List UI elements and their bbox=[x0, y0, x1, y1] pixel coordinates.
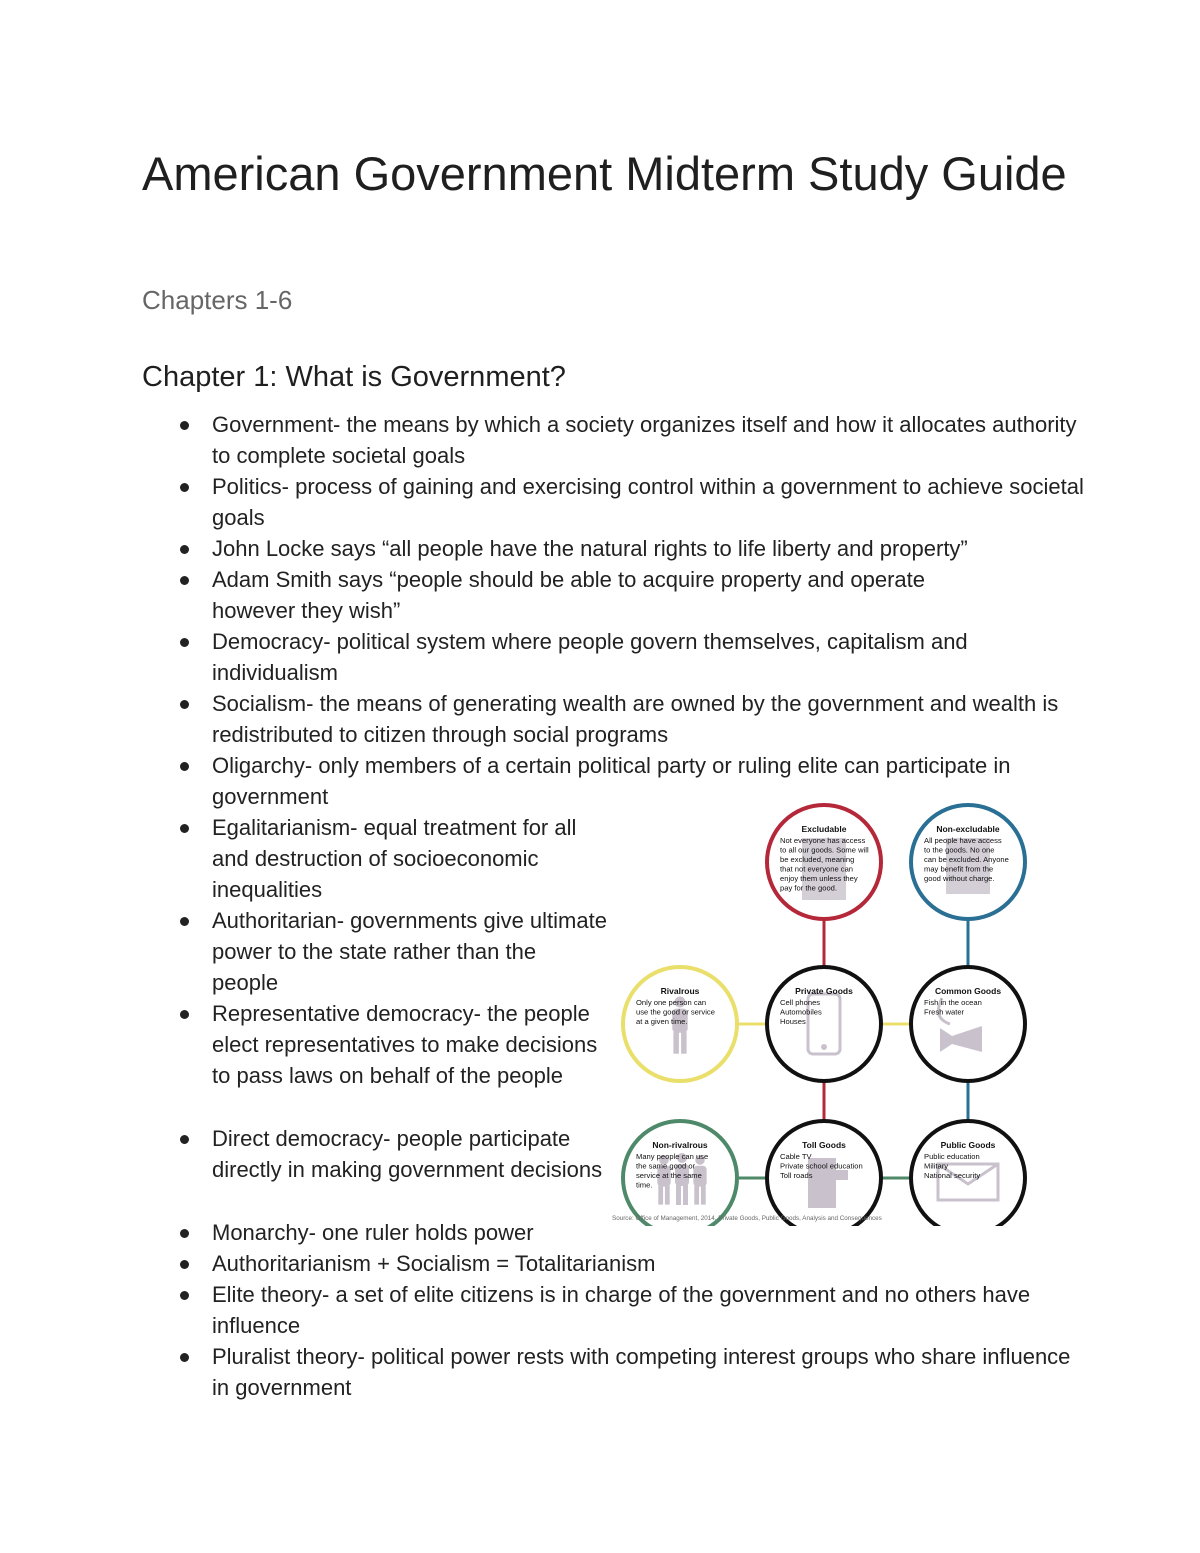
list-item: Authoritarian- governments give ultimate power to the state rather than the people bbox=[212, 905, 607, 998]
list-item: Egalitarianism- equal treatment for all and destruction of socioeconomic inequalities bbox=[212, 812, 607, 905]
list-item: Government- the means by which a society organizes itself and how it allocates authority to complete societal goals bbox=[212, 409, 1092, 471]
list-item: Democracy- political system where people govern themselves, capitalism and individualism bbox=[212, 626, 1042, 688]
phone-icon bbox=[821, 1044, 827, 1050]
diagram-node-text: use the good or service bbox=[636, 1007, 715, 1017]
bullet-dot-icon bbox=[180, 1260, 189, 1269]
bullet-dot-icon bbox=[180, 1291, 189, 1300]
list-item: Authoritarianism + Socialism = Totalitarianism bbox=[212, 1248, 1092, 1279]
diagram-node-text: Many people can use bbox=[636, 1152, 709, 1161]
diagram-node-text: Cell phones bbox=[780, 998, 821, 1007]
diagram-node-title: Excludable bbox=[801, 824, 847, 834]
diagram-node-text: at a given time. bbox=[636, 1017, 688, 1026]
list-item: Pluralist theory- political power rests with competing interest groups who share influence in government bbox=[212, 1341, 1092, 1403]
list-item: Adam Smith says “people should be able to acquire property and operate however they wish” bbox=[212, 564, 1002, 626]
diagram-node-text: Public education bbox=[924, 1152, 980, 1161]
bullet-dot-icon bbox=[180, 1353, 189, 1362]
diagram-node-title: Non-rivalrous bbox=[652, 1140, 708, 1150]
diagram-node-title: Public Goods bbox=[940, 1140, 996, 1150]
bullet-dot-icon bbox=[180, 1135, 189, 1144]
diagram-node-text: Fish in the ocean bbox=[924, 998, 982, 1007]
diagram-node-title: Common Goods bbox=[934, 986, 1002, 996]
bullet-dot-icon bbox=[180, 421, 189, 430]
diagram-node-text: be excluded, meaning bbox=[780, 855, 855, 864]
diagram-node-common-goods bbox=[911, 967, 1025, 1081]
diagram-node-text: Toll roads bbox=[780, 1171, 813, 1180]
list-item: Oligarchy- only members of a certain political party or ruling elite can participate in government bbox=[212, 750, 1092, 812]
goods-classification-diagram bbox=[612, 798, 1040, 1226]
list-item: John Locke says “all people have the natural rights to life liberty and property” bbox=[212, 533, 1092, 564]
diagram-node-text: Houses bbox=[780, 1017, 806, 1026]
diagram-node-title: Private Goods bbox=[795, 986, 853, 996]
diagram-node-text: All people have access bbox=[924, 836, 1002, 845]
diagram-node-text: Fresh water bbox=[924, 1007, 965, 1017]
person-icon bbox=[665, 1186, 670, 1205]
bullet-dot-icon bbox=[180, 700, 189, 709]
bullet-dot-icon bbox=[180, 1229, 189, 1238]
diagram-node-text: enjoy them unless they bbox=[780, 874, 858, 883]
document-title: American Government Midterm Study Guide bbox=[142, 147, 1067, 200]
person-icon bbox=[701, 1186, 706, 1205]
fish-icon bbox=[940, 1026, 982, 1052]
diagram-node-text: Automobiles bbox=[780, 1007, 822, 1017]
diagram-node-text: Military bbox=[924, 1161, 949, 1171]
person-icon bbox=[658, 1186, 663, 1205]
diagram-node-title: Non-excludable bbox=[936, 824, 1000, 834]
diagram-node-text: Not everyone has access bbox=[780, 836, 866, 845]
diagram-node-text: the same good or bbox=[636, 1161, 696, 1171]
bullet-dot-icon bbox=[180, 638, 189, 647]
bullet-dot-icon bbox=[180, 762, 189, 771]
bullet-dot-icon bbox=[180, 917, 189, 926]
diagram-node-text: service at the same bbox=[636, 1171, 702, 1180]
diagram-node-text: may benefit from the bbox=[924, 864, 994, 874]
diagram-node-text: to all our goods. Some will bbox=[780, 845, 869, 855]
diagram-node-text: time. bbox=[636, 1180, 653, 1190]
person-icon bbox=[681, 1032, 687, 1054]
list-item: Elite theory- a set of elite citizens is in charge of the government and no others have influence bbox=[212, 1279, 1092, 1341]
diagram-node-text: can be excluded. Anyone bbox=[924, 855, 1009, 864]
bullet-dot-icon bbox=[180, 545, 189, 554]
document-subtitle: Chapters 1-6 bbox=[142, 285, 293, 315]
diagram-node-text: Cable TV bbox=[780, 1152, 812, 1161]
person-icon bbox=[676, 1185, 681, 1205]
bullet-dot-icon bbox=[180, 576, 189, 585]
person-icon bbox=[683, 1185, 688, 1205]
diagram-node-text: that not everyone can bbox=[780, 864, 854, 874]
list-item: Representative democracy- the people elect representatives to make decisions to pass laws on behalf of the people bbox=[212, 998, 607, 1091]
goods-diagram-svg bbox=[612, 798, 1040, 1226]
chapter-1-heading: Chapter 1: What is Government? bbox=[142, 361, 566, 393]
diagram-node-text: to the goods. No one bbox=[924, 845, 995, 855]
bullet-dot-icon bbox=[180, 824, 189, 833]
list-item: Monarchy- one ruler holds power bbox=[212, 1217, 1092, 1248]
diagram-node-title: Rivalrous bbox=[660, 986, 700, 996]
bullet-dot-icon bbox=[180, 483, 189, 492]
person-icon bbox=[673, 1032, 679, 1054]
diagram-node-text: Private school education bbox=[780, 1161, 863, 1171]
bullet-dot-icon bbox=[180, 1010, 189, 1019]
diagram-node-text: National security bbox=[924, 1171, 981, 1180]
list-item: Socialism- the means of generating wealth are owned by the government and wealth is redistributed to citizen through social programs bbox=[212, 688, 1092, 750]
diagram-node-text: Only one person can bbox=[636, 998, 707, 1007]
person-icon bbox=[694, 1186, 699, 1205]
list-item: Direct democracy- people participate directly in making government decisions bbox=[212, 1123, 607, 1185]
diagram-node-text: pay for the good. bbox=[780, 883, 837, 893]
diagram-node-title: Toll Goods bbox=[802, 1140, 846, 1150]
diagram-caption: Source: Office of Management, 2014, Private Goods, Public Goods, Analysis and Consequences bbox=[612, 1215, 882, 1222]
list-item: Politics- process of gaining and exercising control within a government to achieve societal goals bbox=[212, 471, 1092, 533]
diagram-node-text: good without charge. bbox=[924, 874, 995, 883]
